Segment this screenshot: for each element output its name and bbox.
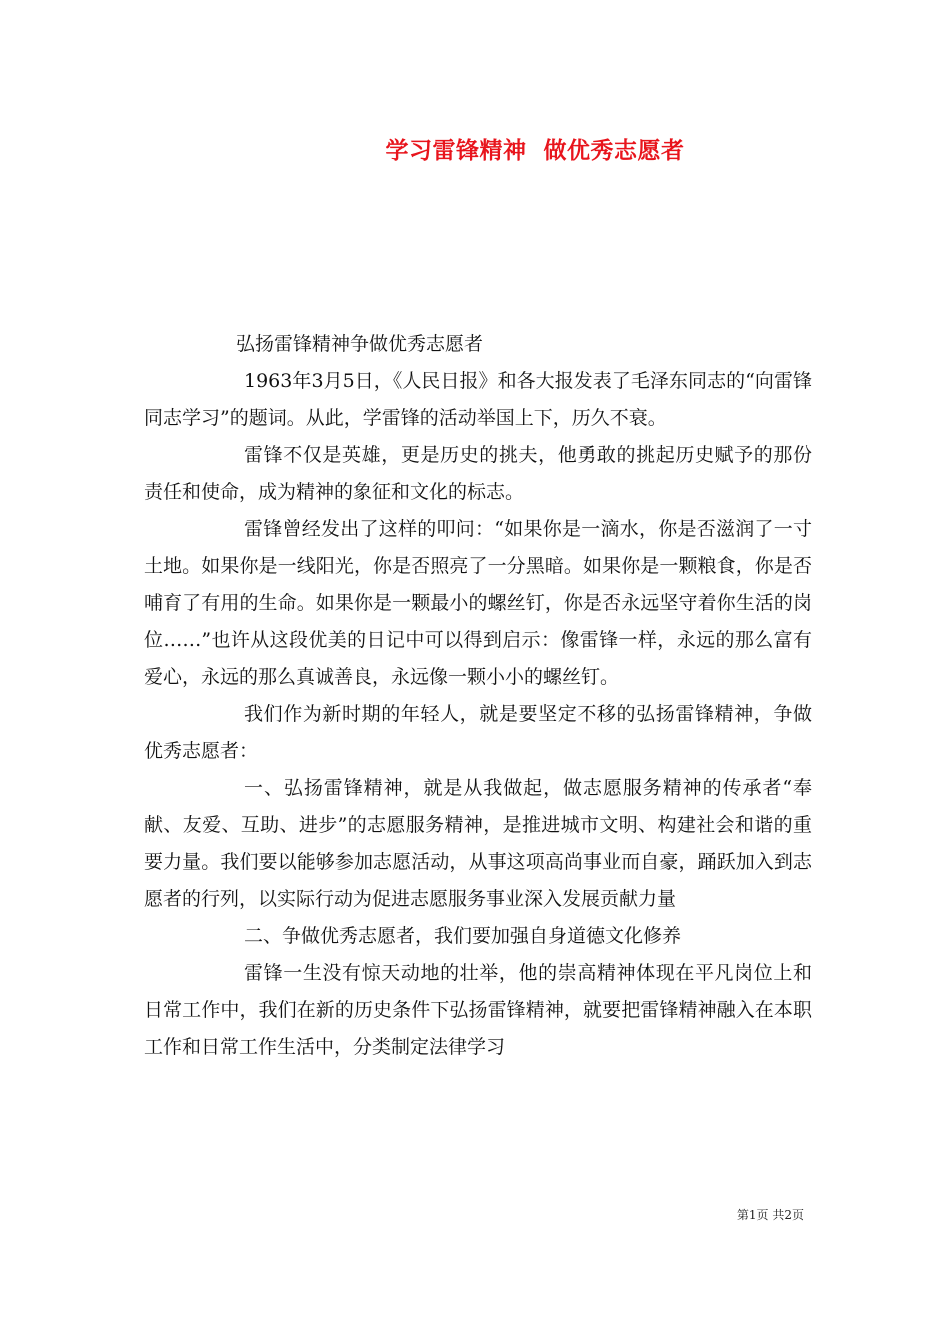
paragraph: 1963年3月5日，《人民日报》和各大报发表了毛泽东同志的“向雷锋同志学习”的题词。从此，学雷锋的活动举国上下，历久不衰。 [144,370,812,429]
paragraph: 雷锋曾经发出了这样的叩问：“如果你是一滴水，你是否滋润了一寸土地。如果你是一线阳光，你是否照亮了一分黑暗。如果你是一颗粮食，你是否哺育了有用的生命。如果你是一颗最小的螺丝钉，你是否永远坚守着你生活的岗位……”也许从这段优美的日记中可以得到启示：像雷锋一样，永远的那么富有爱心，永远的那么真诚善良，永远像一颗小小的螺丝钉。 [144,518,812,688]
document-title: 学习雷锋精神 做优秀志愿者 [385,137,685,164]
section-heading: 二、争做优秀志愿者，我们要加强自身道德文化修养 [244,925,682,947]
document-subtitle: 弘扬雷锋精神争做优秀志愿者 [236,333,484,355]
paragraph: 我们作为新时期的年轻人，就是要坚定不移的弘扬雷锋精神，争做优秀志愿者： [144,703,812,762]
paragraph: 一、弘扬雷锋精神，就是从我做起，做志愿服务精神的传承者“奉献、友爱、互助、进步”的志愿服务精神，是推进城市文明、构建社会和谐的重要力量。我们要以能够参加志愿活动，从事这项高尚事业而自豪，踊跃加入到志愿者的行列，以实际行动为促进志愿服务事业深入发展贡献力量 [144,777,812,910]
paragraph: 雷锋不仅是英雄，更是历史的挑夫，他勇敢的挑起历史赋予的那份责任和使命，成为精神的象征和文化的标志。 [144,444,812,503]
page-number-footer: 第1页 共2页 [736,1208,804,1222]
paragraph: 雷锋一生没有惊天动地的壮举，他的崇高精神体现在平凡岗位上和日常工作中，我们在新的历史条件下弘扬雷锋精神，就要把雷锋精神融入在本职工作和日常工作生活中，分类制定法律学习 [144,962,812,1058]
document-body [144,326,812,1066]
